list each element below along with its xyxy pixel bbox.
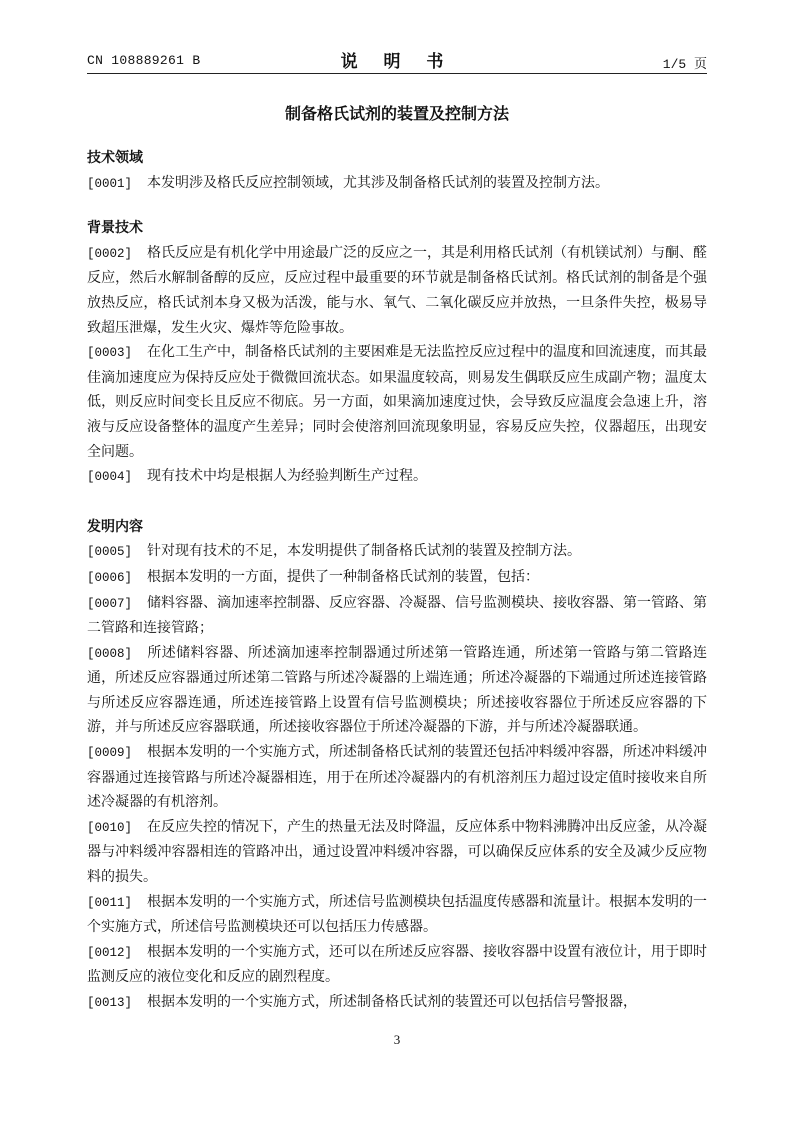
paragraph-number: [0004]	[87, 470, 133, 485]
paragraph-number: [0008]	[87, 646, 133, 661]
paragraph	[87, 591, 707, 641]
section-heading: 发明内容	[87, 518, 143, 535]
paragraph	[87, 464, 707, 490]
paragraph-text: 根据本发明的一个实施方式，所述制备格氏试剂的装置还包括冲料缓冲容器，所述冲料缓冲容器通过连接管路与所述冷凝器相连，用于在所述冷凝器内的有机溶剂压力超过设定值时接收来自所述冷凝器的有机溶剂。	[87, 744, 707, 811]
paragraph	[87, 539, 707, 565]
paragraph	[87, 565, 707, 591]
page-indicator: 1/5 页	[662, 57, 707, 72]
paragraph-text: 储料容器、滴加速率控制器、反应容器、冷凝器、信号监测模块、接收容器、第一管路、第二管路和连接管路；	[87, 594, 707, 637]
paragraph-text: 根据本发明的一个实施方式，所述信号监测模块包括温度传感器和流量计。根据本发明的一个实施方式，所述信号监测模块还可以包括压力传感器。	[87, 893, 707, 936]
paragraph	[87, 641, 707, 740]
paragraph-number: [0011]	[87, 895, 133, 910]
paragraph	[87, 890, 707, 940]
paragraph-number: [0012]	[87, 945, 133, 960]
header-divider	[87, 73, 707, 74]
paragraph-text: 在化工生产中，制备格氏试剂的主要困难是无法监控反应过程中的温度和回流速度，而其最佳滴加速度应为保持反应处于微微回流状态。如果温度较高，则易发生偶联反应生成副产物；温度太低，则反应时间变长且反应不彻底。另一方面，如果滴加速度过快，会导致反应温度会急速上升，溶液与反应设备整体的温度产生差异；同时会使溶剂回流现象明显，容易反应失控，仪器超压，出现安全问题。	[87, 344, 707, 460]
section-title: 说 明 书	[340, 52, 454, 72]
section-heading: 背景技术	[87, 220, 143, 237]
paragraph-number: [0007]	[87, 596, 133, 611]
paragraph-number: [0001]	[87, 176, 133, 191]
paragraph-text: 本发明涉及格氏反应控制领域，尤其涉及制备格氏试剂的装置及控制方法。	[147, 174, 609, 191]
paragraph-text: 根据本发明的一个实施方式，还可以在所述反应容器、接收容器中设置有液位计，用于即时监测反应的液位变化和反应的剧烈程度。	[87, 943, 707, 986]
paragraph-number: [0013]	[87, 996, 133, 1010]
paragraph-text: 在反应失控的情况下，产生的热量无法及时降温，反应体系中物料沸腾冲出反应釜，从冷凝器与冲料缓冲容器相连的管路冲出，通过设置冲料缓冲容器，可以确保反应体系的安全及减少反应物料的损失。	[87, 818, 707, 886]
paragraph	[87, 990, 707, 1016]
paragraph-number: [0005]	[87, 545, 133, 560]
paragraph	[87, 340, 707, 464]
paragraph-number: [0002]	[87, 246, 133, 261]
paragraph	[87, 171, 707, 197]
paragraph-number: [0010]	[87, 820, 133, 835]
paragraph-text: 现有技术中均是根据人为经验判断生产过程。	[147, 468, 427, 485]
document-body	[87, 146, 707, 1016]
page-number: 3	[393, 1032, 401, 1047]
paragraph	[87, 815, 707, 890]
section-heading: 技术领域	[87, 150, 143, 166]
paragraph	[87, 241, 707, 340]
paragraph-number: [0009]	[87, 746, 133, 761]
paragraph	[87, 940, 707, 990]
document-title: 制备格氏试剂的装置及控制方法	[284, 104, 509, 123]
paragraph-number: [0003]	[87, 346, 133, 361]
paragraph-text: 根据本发明的一方面，提供了一种制备格氏试剂的装置，包括：	[147, 568, 539, 585]
paragraph-text: 根据本发明的一个实施方式，所述制备格氏试剂的装置还可以包括信号警报器，	[147, 994, 637, 1010]
paragraph-text: 所述储料容器、所述滴加速率控制器通过所述第一管路连通，所述第一管路与第二管路连通，所述反应容器通过所述第二管路与所述冷凝器的上端连通；所述冷凝器的下端通过所述连接管路与所述反应容器连通，所述连接管路上设置有信号监测模块；所述接收容器位于所述反应容器的下游，并与所述反应容器联通，所述接收容器位于所述冷凝器的下游，并与所述冷凝器联通。	[87, 644, 707, 736]
paragraph	[87, 740, 707, 815]
patent-number: CN 108889261 B	[87, 53, 201, 68]
paragraph-number: [0006]	[87, 570, 133, 585]
paragraph-text: 格氏反应是有机化学中用途最广泛的反应之一，其是利用格氏试剂（有机镁试剂）与酮、醛反应，然后水解制备醇的反应，反应过程中最重要的环节就是制备格氏试剂。格氏试剂的制备是个强放热反应，格氏试剂本身又极为活泼，能与水、氧气、二氧化碳反应并放热，一旦条件失控，极易导致超压泄爆，发生火灾、爆炸等危险事故。	[87, 244, 707, 336]
paragraph-text: 针对现有技术的不足，本发明提供了制备格氏试剂的装置及控制方法。	[147, 543, 581, 560]
